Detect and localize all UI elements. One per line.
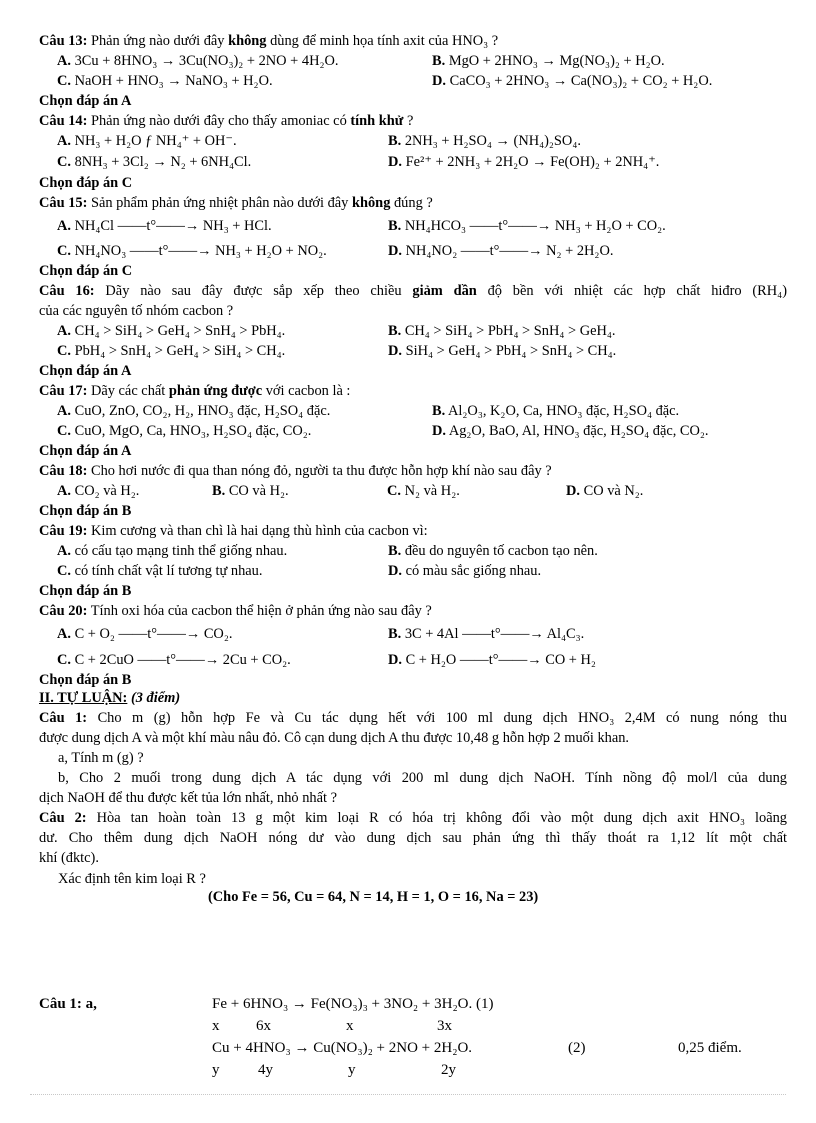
q19-option-c: C. có tính chất vật lí tương tự nhau. (57, 563, 263, 579)
q18-option-c: C. N₂ và H₂. (387, 483, 460, 499)
solution-eq1: Fe + 6HNO₃ → Fe(NO₃)₃ + 3NO₂ + 3H₂O. (1) (212, 996, 494, 1012)
q16-option-a: A. CH₄ > SiH₄ > GeH₄ > SnH₄ > PbH₄. (57, 323, 286, 339)
q19-option-a: A. có cấu tạo mạng tinh thể giống nhau. (57, 543, 288, 559)
q16-option-b: B. CH₄ > SiH₄ > PbH₄ > SnH₄ > GeH₄. (388, 323, 616, 339)
question-15-stem: Câu 15: Sản phẩm phản ứng nhiệt phân nào dưới đây không đúng ? (39, 195, 433, 211)
q13-option-a: A. 3Cu + 8HNO₃ → 3Cu(NO₃)₂ + 2NO + 4H₂O. (57, 53, 339, 69)
essay-c2-line1: Câu 2: Hòa tan hoàn toàn 13 g một kim loại R có hóa trị không đổi vào một dung dịch axit HNO₃ loãng (39, 810, 787, 826)
question-19-stem: Câu 19: Kim cương và than chì là hai dạng thù hình của cacbon vì: (39, 523, 428, 539)
essay-c1-b-line2: dịch NaOH để thu được kết tủa lớn nhất, nhỏ nhất ? (39, 790, 337, 806)
q17-option-a: A. CuO, ZnO, CO₂, H₂, HNO₃ đặc, H₂SO₄ đặc. (57, 403, 331, 419)
essay-c1-line1: Câu 1: Cho m (g) hỗn hợp Fe và Cu tác dụng hết với 100 ml dung dịch HNO₃ 2,4M có nung nóng thu (39, 710, 787, 726)
q13-option-b: B. MgO + 2HNO₃ → Mg(NO₃)₂ + H₂O. (432, 53, 665, 69)
q19-option-b: B. đều do nguyên tố cacbon tạo nên. (388, 543, 598, 559)
given-atomic-masses: (Cho Fe = 56, Cu = 64, N = 14, H = 1, O = 16, Na = 23) (208, 889, 539, 905)
q17-option-b: B. Al₂O₃, K₂O, Ca, HNO₃ đặc, H₂SO₄ đặc. (432, 403, 680, 419)
q15-option-b: B. NH₄HCO₃ ——t°——→ NH₃ + H₂O + CO₂. (388, 218, 666, 234)
q20-option-c: C. C + 2CuO ——t°——→ 2Cu + CO₂. (57, 652, 291, 668)
q14-option-c: C. 8NH₃ + 3Cl₂ → N₂ + 6NH₄Cl. (57, 154, 252, 170)
q17-option-d: D. Ag₂O, BaO, Al, HNO₃ đặc, H₂SO₄ đặc, CO₂. (432, 423, 709, 439)
solution-eq1-coef-1: x (212, 1018, 220, 1034)
solution-eq2: Cu + 4HNO₃ → Cu(NO₃)₂ + 2NO + 2H₂O. (212, 1040, 473, 1056)
solution-score: 0,25 điểm. (678, 1040, 742, 1056)
q20-answer: Chọn đáp án B (39, 672, 132, 688)
q13-option-d: D. CaCO₃ + 2HNO₃ → Ca(NO₃)₂ + CO₂ + H₂O. (432, 73, 713, 89)
question-13-stem: Câu 13: Phản ứng nào dưới đây không dùng để minh họa tính axit của HNO₃ ? (39, 33, 499, 49)
q14-answer: Chọn đáp án C (39, 175, 133, 191)
q19-answer: Chọn đáp án B (39, 583, 132, 599)
question-14-stem: Câu 14: Phản ứng nào dưới đây cho thấy amoniac có tính khử ? (39, 113, 414, 129)
q15-option-c: C. NH₄NO₃ ——t°——→ NH₃ + H₂O + NO₂. (57, 243, 327, 259)
q18-answer: Chọn đáp án B (39, 503, 132, 519)
question-18-stem: Câu 18: Cho hơi nước đi qua than nóng đỏ, người ta thu được hỗn hợp khí nào sau đây ? (39, 463, 552, 479)
solution-eq1-coef-2: 6x (256, 1018, 271, 1034)
q20-option-a: A. C + O₂ ——t°——→ CO₂. (57, 626, 233, 642)
solution-eq2-coef-3: y (348, 1062, 356, 1078)
q15-option-a: A. NH₄Cl ——t°——→ NH₃ + HCl. (57, 218, 272, 234)
q18-option-a: A. CO₂ và H₂. (57, 483, 140, 499)
q14-option-a: A. NH₃ + H₂O ƒ NH₄⁺ + OH⁻. (57, 133, 237, 149)
q16-option-d: D. SiH₄ > GeH₄ > PbH₄ > SnH₄ > CH₄. (388, 343, 617, 359)
solution-eq2-coef-2: 4y (258, 1062, 273, 1078)
essay-c2-question: Xác định tên kim loại R ? (58, 871, 206, 887)
q15-answer: Chọn đáp án C (39, 263, 133, 279)
solution-eq2-coef-4: 2y (441, 1062, 456, 1078)
question-16-stem-line2: của các nguyên tố nhóm cacbon ? (39, 303, 234, 319)
q13-option-c: C. NaOH + HNO₃ → NaNO₃ + H₂O. (57, 73, 273, 89)
q18-option-d: D. CO và N₂. (566, 483, 644, 499)
essay-c2-line2: dư. Cho thêm dung dịch NaOH nóng dư vào dung dịch sau phản ứng thì thấy thoát ra 1,12 lít một chất (39, 830, 787, 846)
q15-option-d: D. NH₄NO₂ ——t°——→ N₂ + 2H₂O. (388, 243, 614, 259)
q17-option-c: C. CuO, MgO, Ca, HNO₃, H₂SO₄ đặc, CO₂. (57, 423, 312, 439)
q19-option-d: D. có màu sắc giống nhau. (388, 563, 542, 579)
q18-option-b: B. CO và H₂. (212, 483, 289, 499)
q16-option-c: C. PbH₄ > SnH₄ > GeH₄ > SiH₄ > CH₄. (57, 343, 286, 359)
solution-eq2-number: (2) (568, 1040, 586, 1056)
q16-answer: Chọn đáp án A (39, 363, 132, 379)
solution-eq2-coef-1: y (212, 1062, 220, 1078)
q20-option-d: D. C + H₂O ——t°——→ CO + H₂ (388, 652, 596, 668)
question-20-stem: Câu 20: Tính oxi hóa của cacbon thể hiện ở phản ứng nào sau đây ? (39, 603, 432, 619)
question-17-stem: Câu 17: Dãy các chất phản ứng được với cacbon là : (39, 383, 351, 399)
q17-answer: Chọn đáp án A (39, 443, 132, 459)
solution-label: Câu 1: a, (39, 996, 97, 1012)
essay-c1-line2: được dung dịch A và một khí màu nâu đỏ. Cô cạn dung dịch A thu được 10,48 g hỗn hợp 2 muối khan. (39, 730, 630, 746)
q14-option-b: B. 2NH₃ + H₂SO₄ → (NH₄)₂SO₄. (388, 133, 581, 149)
essay-c1-b-line1: b, Cho 2 muối trong dung dịch A tác dụng với 200 ml dung dịch NaOH. Tính nồng độ mol/l của dung (58, 770, 787, 786)
essay-c2-line3: khí (đktc). (39, 850, 99, 866)
solution-eq1-coef-3: x (346, 1018, 354, 1034)
q14-option-d: D. Fe²⁺ + 2NH₃ + 2H₂O → Fe(OH)₂ + 2NH₄⁺. (388, 154, 660, 170)
essay-heading: II. TỰ LUẬN: (3 điểm) (39, 690, 181, 706)
page-bottom-divider (30, 1094, 786, 1095)
solution-eq1-coef-4: 3x (437, 1018, 452, 1034)
q13-answer: Chọn đáp án A (39, 93, 132, 109)
essay-c1-a: a, Tính m (g) ? (58, 750, 144, 766)
q20-option-b: B. 3C + 4Al ——t°——→ Al₄C₃. (388, 626, 585, 642)
question-16-stem: Câu 16: Dãy nào sau đây được sắp xếp theo chiều giảm dần độ bền với nhiệt các hợp chất hiđro (RH₄) (39, 283, 787, 299)
